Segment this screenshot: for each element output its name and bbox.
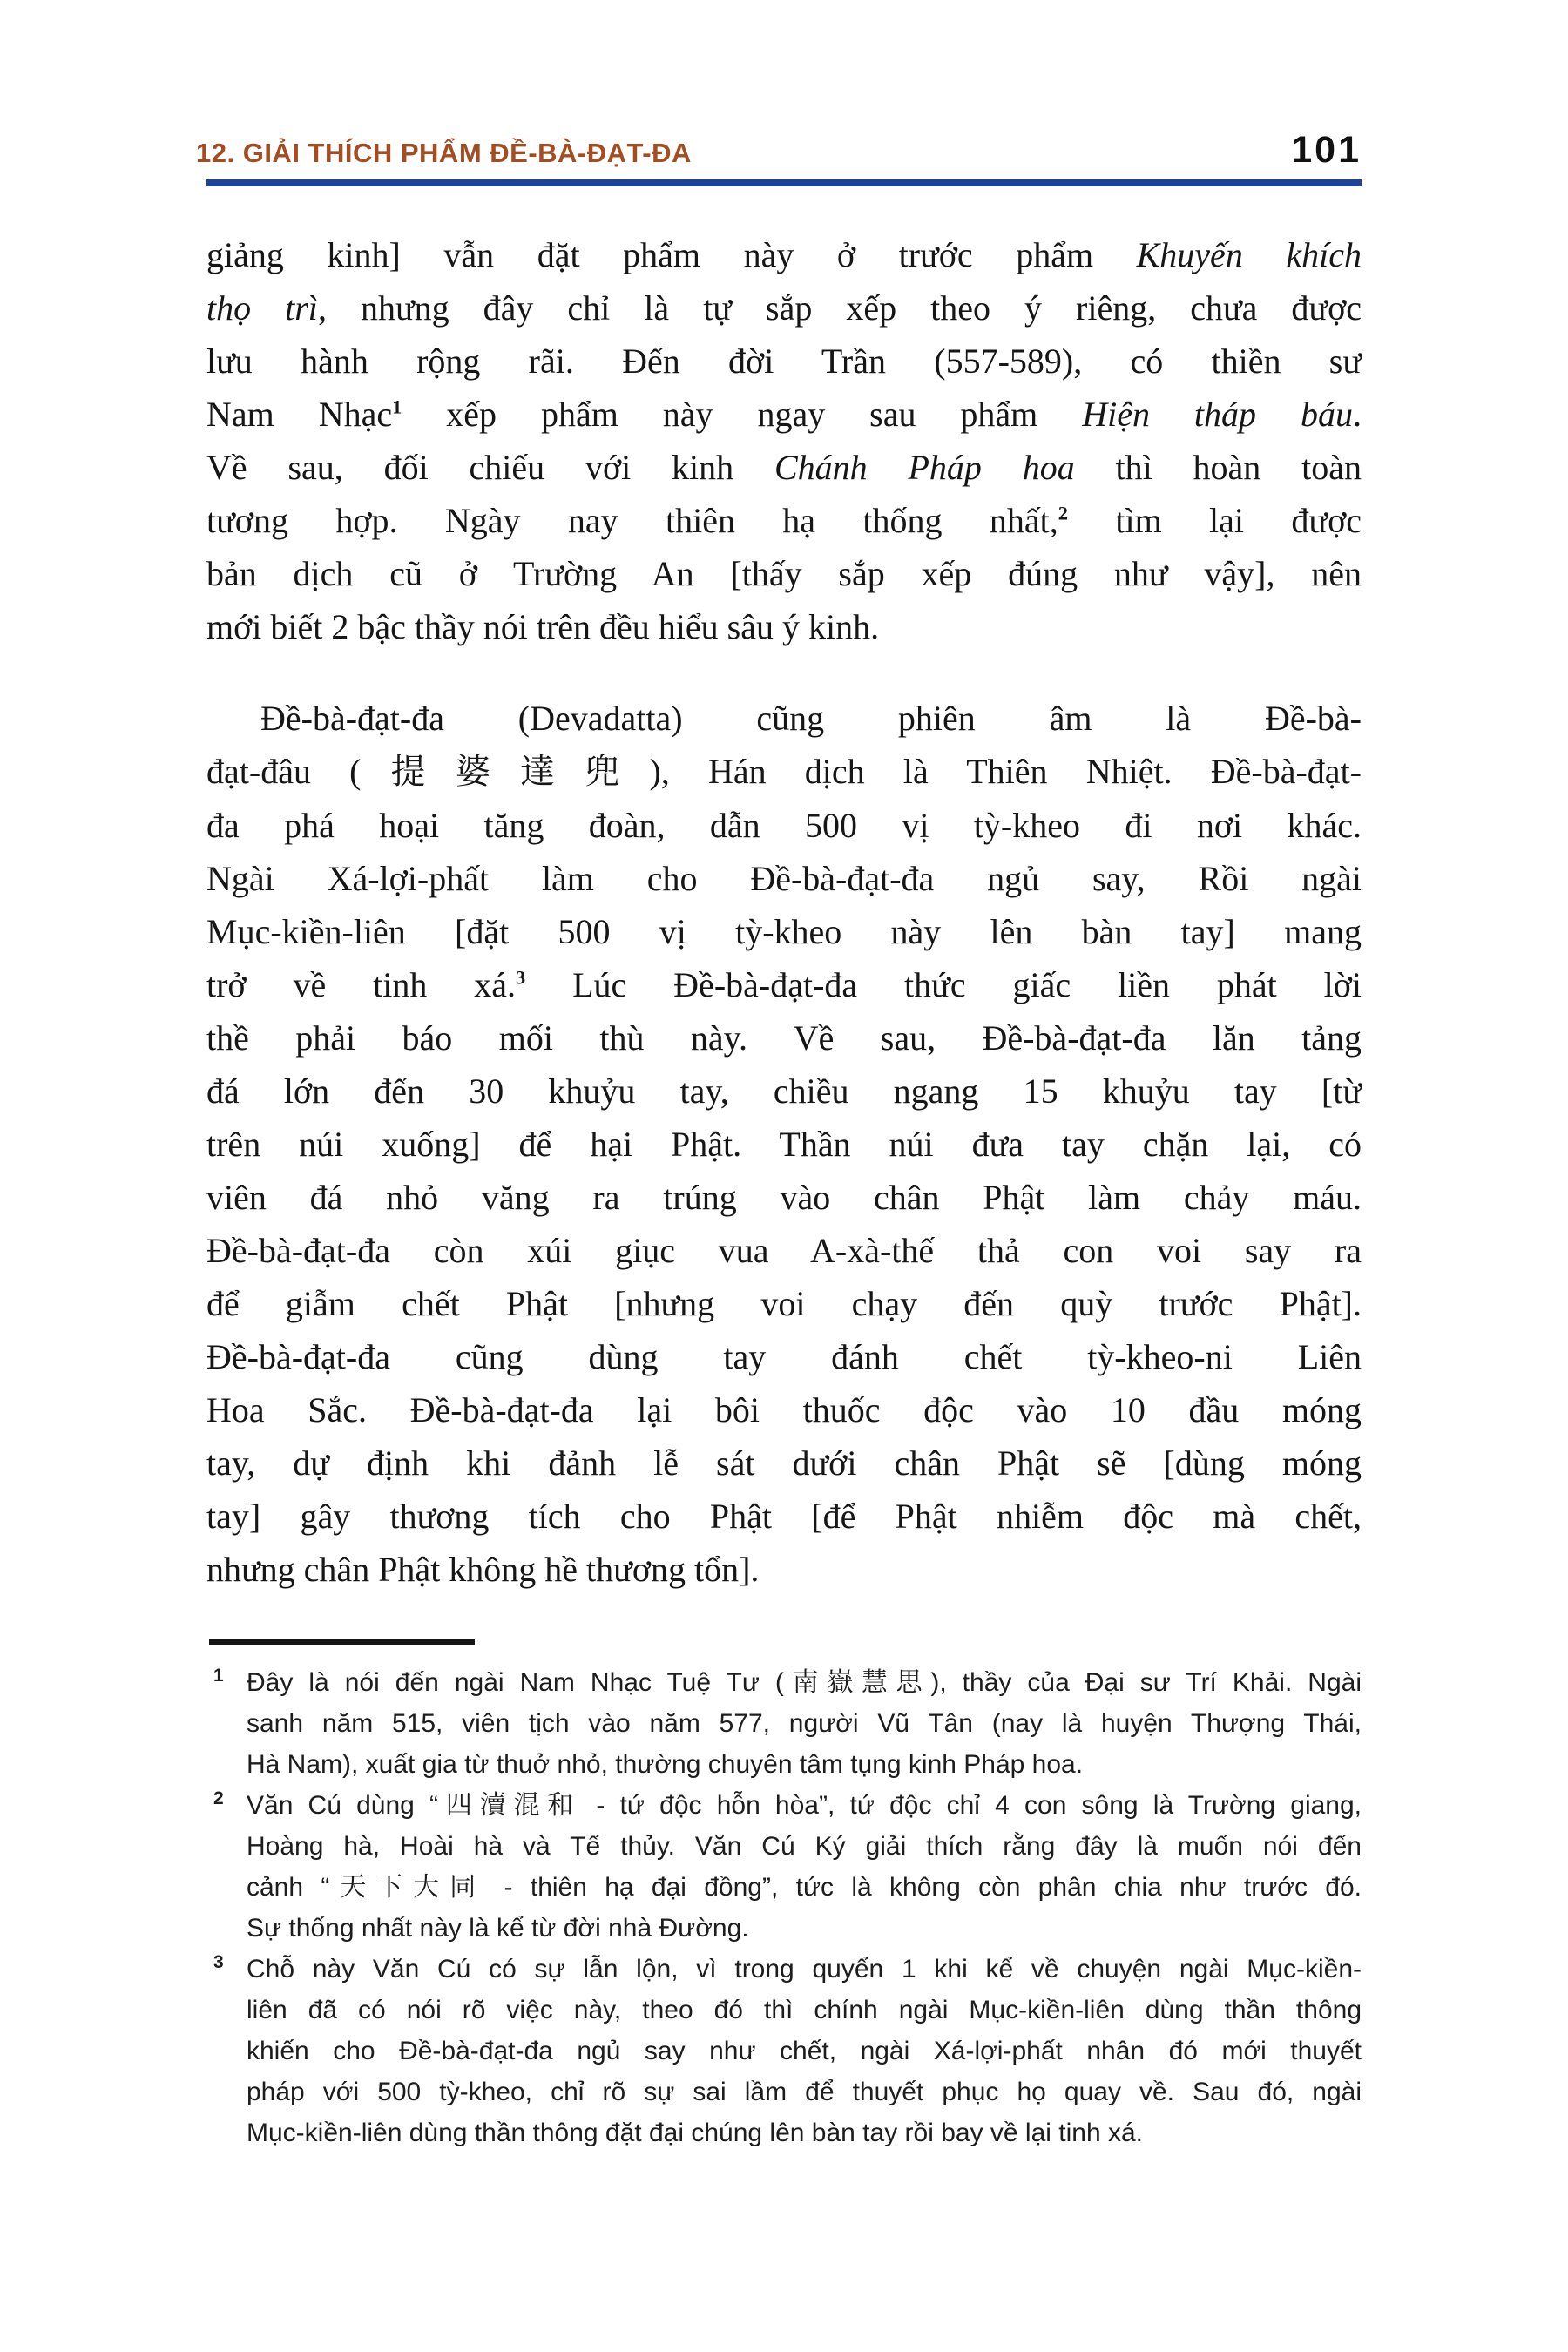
- text-segment: bản dịch cũ ở Trường An [thấy sắp xếp đúng như vậy], nên: [206, 554, 1362, 593]
- text-line: [206, 1171, 1362, 1224]
- italic-text-segment: Khuyến khích: [1136, 235, 1362, 274]
- text-line: [206, 388, 1362, 441]
- text-segment: Lúc Đề-bà-đạt-đa thức giấc liền phát lời: [525, 965, 1362, 1004]
- text-line: [206, 1277, 1362, 1330]
- text-segment: Mục-kiền-liên [đặt 500 vị tỳ-kheo này lên bàn tay] mang: [206, 912, 1362, 951]
- text-segment: ), Hán dịch là Thiên Nhiệt. Đề-bà-đạt-: [649, 752, 1362, 791]
- text-segment: Văn Cú dùng “: [247, 1791, 438, 1820]
- text-line: [206, 335, 1362, 388]
- text-segment: Đề-bà-đạt-đa còn xúi giục vua A-xà-thế thả con voi say ra: [206, 1231, 1362, 1270]
- text-line: [247, 1908, 1362, 1949]
- text-segment: thề phải báo mối thù này. Về sau, Đề-bà-đạt-đa lăn tảng: [206, 1018, 1362, 1058]
- text-line: [247, 1949, 1362, 1990]
- cjk-text-segment: 天下大同: [329, 1872, 487, 1903]
- footnote-separator: [209, 1639, 475, 1645]
- text-segment: Về sau, đối chiếu với kinh: [206, 448, 774, 487]
- text-segment: đá lớn đến 30 khuỷu tay, chiều ngang 15 khuỷu tay [từ: [206, 1071, 1362, 1111]
- text-line: [206, 1118, 1362, 1171]
- text-segment: nhưng chân Phật không hề thương tổn].: [206, 1550, 760, 1589]
- cjk-text-segment: 四瀆混和: [438, 1790, 582, 1821]
- italic-text-segment: thọ trì: [206, 288, 318, 328]
- text-line: [206, 547, 1362, 600]
- text-line: [206, 494, 1362, 547]
- text-line: [247, 1867, 1362, 1908]
- text-segment: Sự thống nhất này là kể từ đời nhà Đường.: [247, 1914, 749, 1943]
- footnote-marker: 2: [213, 1788, 224, 1808]
- text-segment: Hà Nam), xuất gia từ thuở nhỏ, thường chuyên tâm tụng kinh Pháp hoa.: [247, 1750, 1084, 1779]
- italic-text-segment: Hiện tháp báu: [1082, 395, 1353, 434]
- footnote-marker: 3: [213, 1952, 224, 1972]
- text-line: [206, 281, 1362, 335]
- cjk-text-segment: 南嶽慧思: [783, 1667, 931, 1698]
- text-segment: mới biết 2 bậc thầy nói trên đều hiểu sâu ý kinh.: [206, 607, 880, 646]
- text-segment: sanh năm 515, viên tịch vào năm 577, người Vũ Tân (nay là huyện Thượng Thái,: [247, 1709, 1362, 1738]
- text-line: [206, 1011, 1362, 1064]
- text-line: [206, 1383, 1362, 1436]
- text-line: [206, 745, 1362, 799]
- footnote-reference: 2: [1058, 502, 1068, 524]
- text-segment: - thiên hạ đại đồng”, tức là không còn phân chia như trước đó.: [486, 1873, 1362, 1902]
- text-line: [206, 1543, 1362, 1596]
- footnote-marker: 1: [213, 1666, 224, 1686]
- text-segment: tìm lại được: [1067, 501, 1362, 540]
- text-line: [206, 1064, 1362, 1118]
- text-segment: cảnh “: [247, 1873, 330, 1902]
- text-segment: đạt-đâu (: [206, 752, 362, 791]
- text-segment: Đề-bà-đạt-đa (Devadatta) cũng phiên âm là Đề-bà-: [260, 699, 1362, 738]
- text-line: [206, 1436, 1362, 1490]
- text-segment: xếp phẩm này ngay sau phẩm: [402, 395, 1083, 434]
- text-segment: Hoàng hà, Hoài hà và Tế thủy. Văn Cú Ký giải thích rằng đây là muốn nói đến: [247, 1832, 1362, 1861]
- text-line: [206, 228, 1362, 281]
- text-segment: .: [1353, 395, 1362, 434]
- footnote: [206, 1662, 1362, 1785]
- text-line: [247, 1785, 1362, 1826]
- text-segment: đa phá hoại tăng đoàn, dẫn 500 vị tỳ-kheo đi nơi khác.: [206, 806, 1362, 845]
- text-line: [247, 1662, 1362, 1703]
- text-line: [206, 1490, 1362, 1543]
- text-segment: tay] gây thương tích cho Phật [để Phật nhiễm độc mà chết,: [206, 1497, 1362, 1536]
- text-line: [206, 905, 1362, 958]
- text-line: [206, 1224, 1362, 1277]
- text-line: [206, 441, 1362, 494]
- text-segment: viên đá nhỏ văng ra trúng vào chân Phật làm chảy máu.: [206, 1178, 1362, 1217]
- text-line: [247, 2072, 1362, 2112]
- text-line: [247, 2031, 1362, 2072]
- paragraph: [206, 228, 1362, 653]
- text-segment: ), thầy của Đại sư Trí Khải. Ngài: [930, 1668, 1362, 1697]
- italic-text-segment: Chánh Pháp hoa: [774, 448, 1075, 487]
- text-line: [247, 1826, 1362, 1867]
- text-segment: , nhưng đây chỉ là tự sắp xếp theo ý riêng, chưa được: [317, 288, 1362, 328]
- text-segment: - tứ độc hỗn hòa”, tứ độc chỉ 4 con sông là Trường giang,: [581, 1791, 1362, 1820]
- text-segment: khiến cho Đề-bà-đạt-đa ngủ say như chết, ngài Xá-lợi-phất nhân đó mới thuyết: [247, 2037, 1362, 2065]
- text-line: [247, 1990, 1362, 2031]
- text-line: [206, 692, 1362, 745]
- text-line: [206, 1330, 1362, 1383]
- text-segment: giảng kinh] vẫn đặt phẩm này ở trước phẩm: [206, 235, 1137, 274]
- text-segment: Hoa Sắc. Đề-bà-đạt-đa lại bôi thuốc độc vào 10 đầu móng: [206, 1390, 1362, 1429]
- text-line: [206, 600, 1362, 653]
- text-segment: liên đã có nói rõ việc này, theo đó thì chính ngài Mục-kiền-liên dùng thần thông: [247, 1996, 1362, 2024]
- text-segment: Đề-bà-đạt-đa cũng dùng tay đánh chết tỳ-kheo-ni Liên: [206, 1337, 1362, 1376]
- text-segment: Ngài Xá-lợi-phất làm cho Đề-bà-đạt-đa ngủ say, Rồi ngài: [206, 859, 1362, 898]
- text-segment: pháp với 500 tỳ-kheo, chỉ rõ sự sai lầm để thuyết phục họ quay về. Sau đó, ngài: [247, 2078, 1362, 2106]
- text-segment: Mục-kiền-liên dùng thần thông đặt đại chúng lên bàn tay rồi bay về lại tinh xá.: [247, 2119, 1143, 2147]
- cjk-text-segment: 提婆達兜: [361, 752, 650, 792]
- text-segment: tương hợp. Ngày nay thiên hạ thống nhất,: [206, 501, 1058, 540]
- paragraph: [206, 692, 1362, 1596]
- footnote-reference: 3: [516, 966, 526, 989]
- text-segment: lưu hành rộng rãi. Đến đời Trần (557-589), có thiền sư: [206, 341, 1362, 381]
- text-segment: thì hoàn toàn: [1074, 448, 1362, 487]
- footnotes: [206, 1662, 1362, 2153]
- footnote: [206, 1785, 1362, 1949]
- text-segment: để giẫm chết Phật [nhưng voi chạy đến quỳ trước Phật].: [206, 1284, 1362, 1323]
- footnote: [206, 1949, 1362, 2153]
- text-segment: trên núi xuống] để hại Phật. Thần núi đưa tay chặn lại, có: [206, 1125, 1362, 1164]
- page-header: [196, 129, 1362, 172]
- text-line: [247, 2112, 1362, 2153]
- footnote-reference: 1: [392, 395, 402, 418]
- text-segment: Chỗ này Văn Cú có sự lẫn lộn, vì trong quyển 1 khi kể về chuyện ngài Mục-kiền-: [247, 1955, 1362, 1984]
- text-segment: Nam Nhạc: [206, 395, 393, 434]
- chapter-header-title: 12. GIẢI THÍCH PHẨM ĐỀ-BÀ-ĐẠT-ĐA: [196, 138, 692, 168]
- text-line: [247, 1744, 1362, 1785]
- text-line: [206, 799, 1362, 852]
- text-line: [206, 958, 1362, 1011]
- text-segment: tay, dự định khi đảnh lễ sát dưới chân Phật sẽ [dùng móng: [206, 1443, 1362, 1483]
- header-rule: [206, 179, 1362, 186]
- body-text: [206, 228, 1362, 1596]
- page-number: 101: [1291, 129, 1362, 171]
- text-line: [247, 1703, 1362, 1744]
- text-segment: Đây là nói đến ngài Nam Nhạc Tuệ Tư (: [247, 1668, 784, 1697]
- text-segment: trở về tinh xá.: [206, 965, 516, 1004]
- text-line: [206, 852, 1362, 905]
